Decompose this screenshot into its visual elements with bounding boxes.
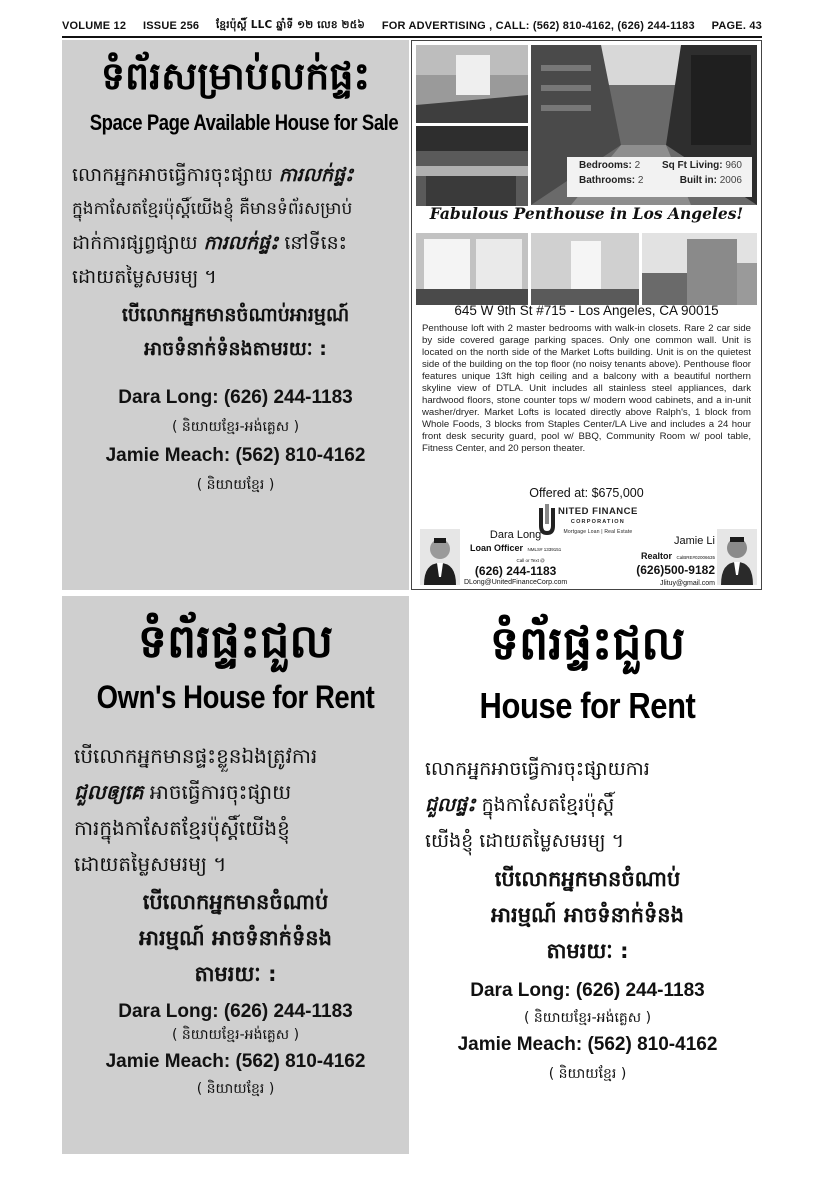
listing-address: 645 W 9th St #715 - Los Angeles, CA 90015 (454, 303, 719, 318)
sale-call-line: អាចទំនាក់ទំនងតាមរយៈ : (144, 337, 327, 360)
contact-dara: Dara Long: (626) 244-1183 (118, 386, 353, 408)
own-rent-body-line: ជួលឲ្យគេ អាចធ្វើការចុះផ្សាយ (74, 779, 292, 804)
listing-price: Offered at: $675,000 (529, 486, 644, 500)
sale-body-line: ដាក់ការផ្សព្វផ្សាយ ការលក់ផ្ទះ នៅទីនេះ (72, 231, 348, 254)
volume-label: VOLUME 12 (62, 20, 127, 32)
contact-jamie: Jamie Meach: (562) 810-4162 (105, 444, 366, 466)
interior-kitchen-photo (416, 126, 528, 206)
own-rent-call-line: តាមរយៈ : (194, 961, 277, 986)
sale-title-khmer: ទំព័រសម្រាប់លក់ផ្ទះ (100, 54, 371, 98)
rent-call-line: អារម្មណ៍ អាចទំនាក់ទំនង (491, 902, 684, 927)
sqft-spec: Sq Ft Living: 960 (661, 160, 742, 171)
contact-jamie: Jamie Meach: (562) 810-4162 (457, 1033, 718, 1055)
agent-email: DLong@UnitedFinanceCorp.com (464, 579, 568, 586)
interior-window-photo (416, 233, 528, 305)
sale-body-text (62, 136, 409, 294)
rent-body-line: យើងខ្ញុំ ដោយតម្លៃសមរម្យ ។ (425, 829, 625, 852)
own-rent-title-khmer: ទំព័រផ្ទះជួល (137, 614, 334, 668)
own-house-rent-panel (62, 596, 409, 1154)
listing-banner: Fabulous Penthouse in Los Angeles! (429, 204, 744, 223)
built-spec: Built in: 2006 (679, 175, 742, 186)
sale-body-line: ក្នុងកាសែតខ្មែរប៉ុស្ដិ៍យើងខ្ញុំ គឺមានទំព័រសម្រាប់ (72, 198, 353, 219)
sale-call-line: បើលោកអ្នកមានចំណាប់អារម្មណ៍ (121, 303, 350, 326)
agent-call-text: Call or Text @ (516, 558, 545, 563)
contact-jamie: Jamie Meach: (562) 810-4162 (105, 1050, 366, 1072)
contact-jamie-language: ( និយាយខ្មែរ ) (548, 1065, 627, 1082)
sale-ad-panel (62, 40, 409, 590)
agent-name: Jamie Li (674, 535, 715, 547)
advertising-contact: FOR ADVERTISING , CALL: (562) 810-4162, (626) 244-1183 (381, 20, 695, 32)
contact-jamie-language: ( និយាយខ្មែរ ) (196, 1080, 275, 1097)
rent-call-line: តាមរយៈ : (546, 938, 629, 963)
agent-name: Dara Long (489, 529, 542, 541)
contact-jamie-language: ( និយាយខ្មែរ ) (196, 476, 275, 493)
listing-specs-box (567, 157, 752, 197)
contact-dara-language: ( និយាយខ្មែរ-អង់គ្លេស ) (171, 418, 300, 435)
agent-title-line: Loan Officer NMLS# 1339151 (469, 543, 562, 553)
own-rent-body-line: បើលោកអ្នកមានផ្ទះខ្លួនឯងត្រូវការ (74, 743, 318, 768)
page-number: PAGE. 43 (711, 20, 762, 32)
bedrooms-spec: Bedrooms: 2 (579, 160, 641, 171)
sale-body-line: ដោយតម្លៃសមរម្យ ។ (72, 265, 217, 288)
agent-phone: (626)500-9182 (636, 563, 715, 577)
own-rent-body-line: ដោយតម្លៃសមរម្យ ។ (74, 851, 227, 876)
rent-body-line: ជួលផ្ទះ ក្នុងកាសែតខ្មែរប៉ុស្ដិ៍ (425, 793, 615, 816)
masthead-khmer: ខ្មែរប៉ុស្ដិ៍ LLC ឆ្នាំទី ១២ លេខ ២៥៦ (216, 18, 365, 31)
contact-dara: Dara Long: (626) 244-1183 (118, 1000, 353, 1022)
agent-email: Jlituy@gmail.com (660, 580, 715, 587)
contact-dara-language: ( និយាយខ្មែរ-អង់គ្លេស ) (523, 1009, 652, 1026)
issue-label: ISSUE 256 (142, 20, 200, 32)
agent-phone: (626) 244-1183 (474, 564, 557, 578)
contact-dara-language: ( និយាយខ្មែរ-អង់គ្លេស ) (171, 1026, 300, 1043)
interior-living-photo (416, 45, 528, 123)
bathrooms-spec: Bathrooms: 2 (579, 175, 644, 186)
own-rent-title-english: Own's House for Rent (96, 678, 375, 715)
own-rent-call-line: បើលោកអ្នកមានចំណាប់ (142, 889, 329, 914)
rent-title-english: House for Rent (479, 684, 696, 726)
rent-title-khmer: ទំព័រផ្ទះជួល (489, 616, 686, 670)
logo-wordmark: NITED FINANCE CORPORATION Mortgage Loan | Real Estate (558, 506, 638, 535)
house-rent-panel (413, 596, 762, 1154)
sale-body-line: លោកអ្នកអាចធ្វើការចុះផ្សាយ ការលក់ផ្ទះ (72, 163, 354, 186)
own-rent-call-line: អារម្មណ៍ អាចទំនាក់ទំនង (139, 925, 332, 950)
agent-title-line: Realtor CalBRE#02006635 (641, 551, 715, 561)
agent-jamie-li (605, 535, 715, 590)
interior-bedroom-photo (531, 233, 639, 305)
rent-body-line: លោកអ្នកអាចធ្វើការចុះផ្សាយការ (425, 757, 650, 780)
penthouse-listing-ad (411, 40, 762, 590)
rent-call-line: បើលោកអ្នកមានចំណាប់ (494, 866, 681, 891)
rent-body-text (413, 727, 762, 859)
contact-dara: Dara Long: (626) 244-1183 (470, 979, 705, 1001)
own-rent-body-line: ការក្នុងកាសែតខ្មែរប៉ុស្ដិ៍យើងខ្ញុំ (74, 815, 290, 840)
header-divider (62, 36, 762, 38)
building-exterior-photo (642, 233, 757, 305)
agent-dara-long (464, 530, 567, 588)
page-header (62, 16, 762, 36)
own-rent-body-text (62, 716, 409, 882)
dara-long-portrait (420, 529, 460, 585)
sale-title-english: Space Page Available House for Sale (89, 109, 399, 135)
jamie-li-portrait (717, 529, 757, 585)
listing-description: Penthouse loft with 2 master bedrooms with walk-in closets. Rare 2 car side by side covered garage parking spaces. Only one common wall. Unit is located on the north side of the Market Lofts building. Unit is on the quietest side of the building on the top floor (no noisy tenants above). Penthouse floor features unique 13ft high ceiling and a balcony with a beautiful northern skyline view of DTLA. Unit includes all stainless steel appliances, dark hardwood floors, stone counter tops w/ modern wood cabinets, and a in-unit washer/dryer. Market Lofts is located directly above Ralph's, 1 block from Whole Foods, 3 blocks from Staples Center/LA Live and includes a 24 hour front desk security guard, pool w/ BBQ, Community Room w/ pool table, Fitness Center, and 20 person theater. (422, 323, 751, 454)
